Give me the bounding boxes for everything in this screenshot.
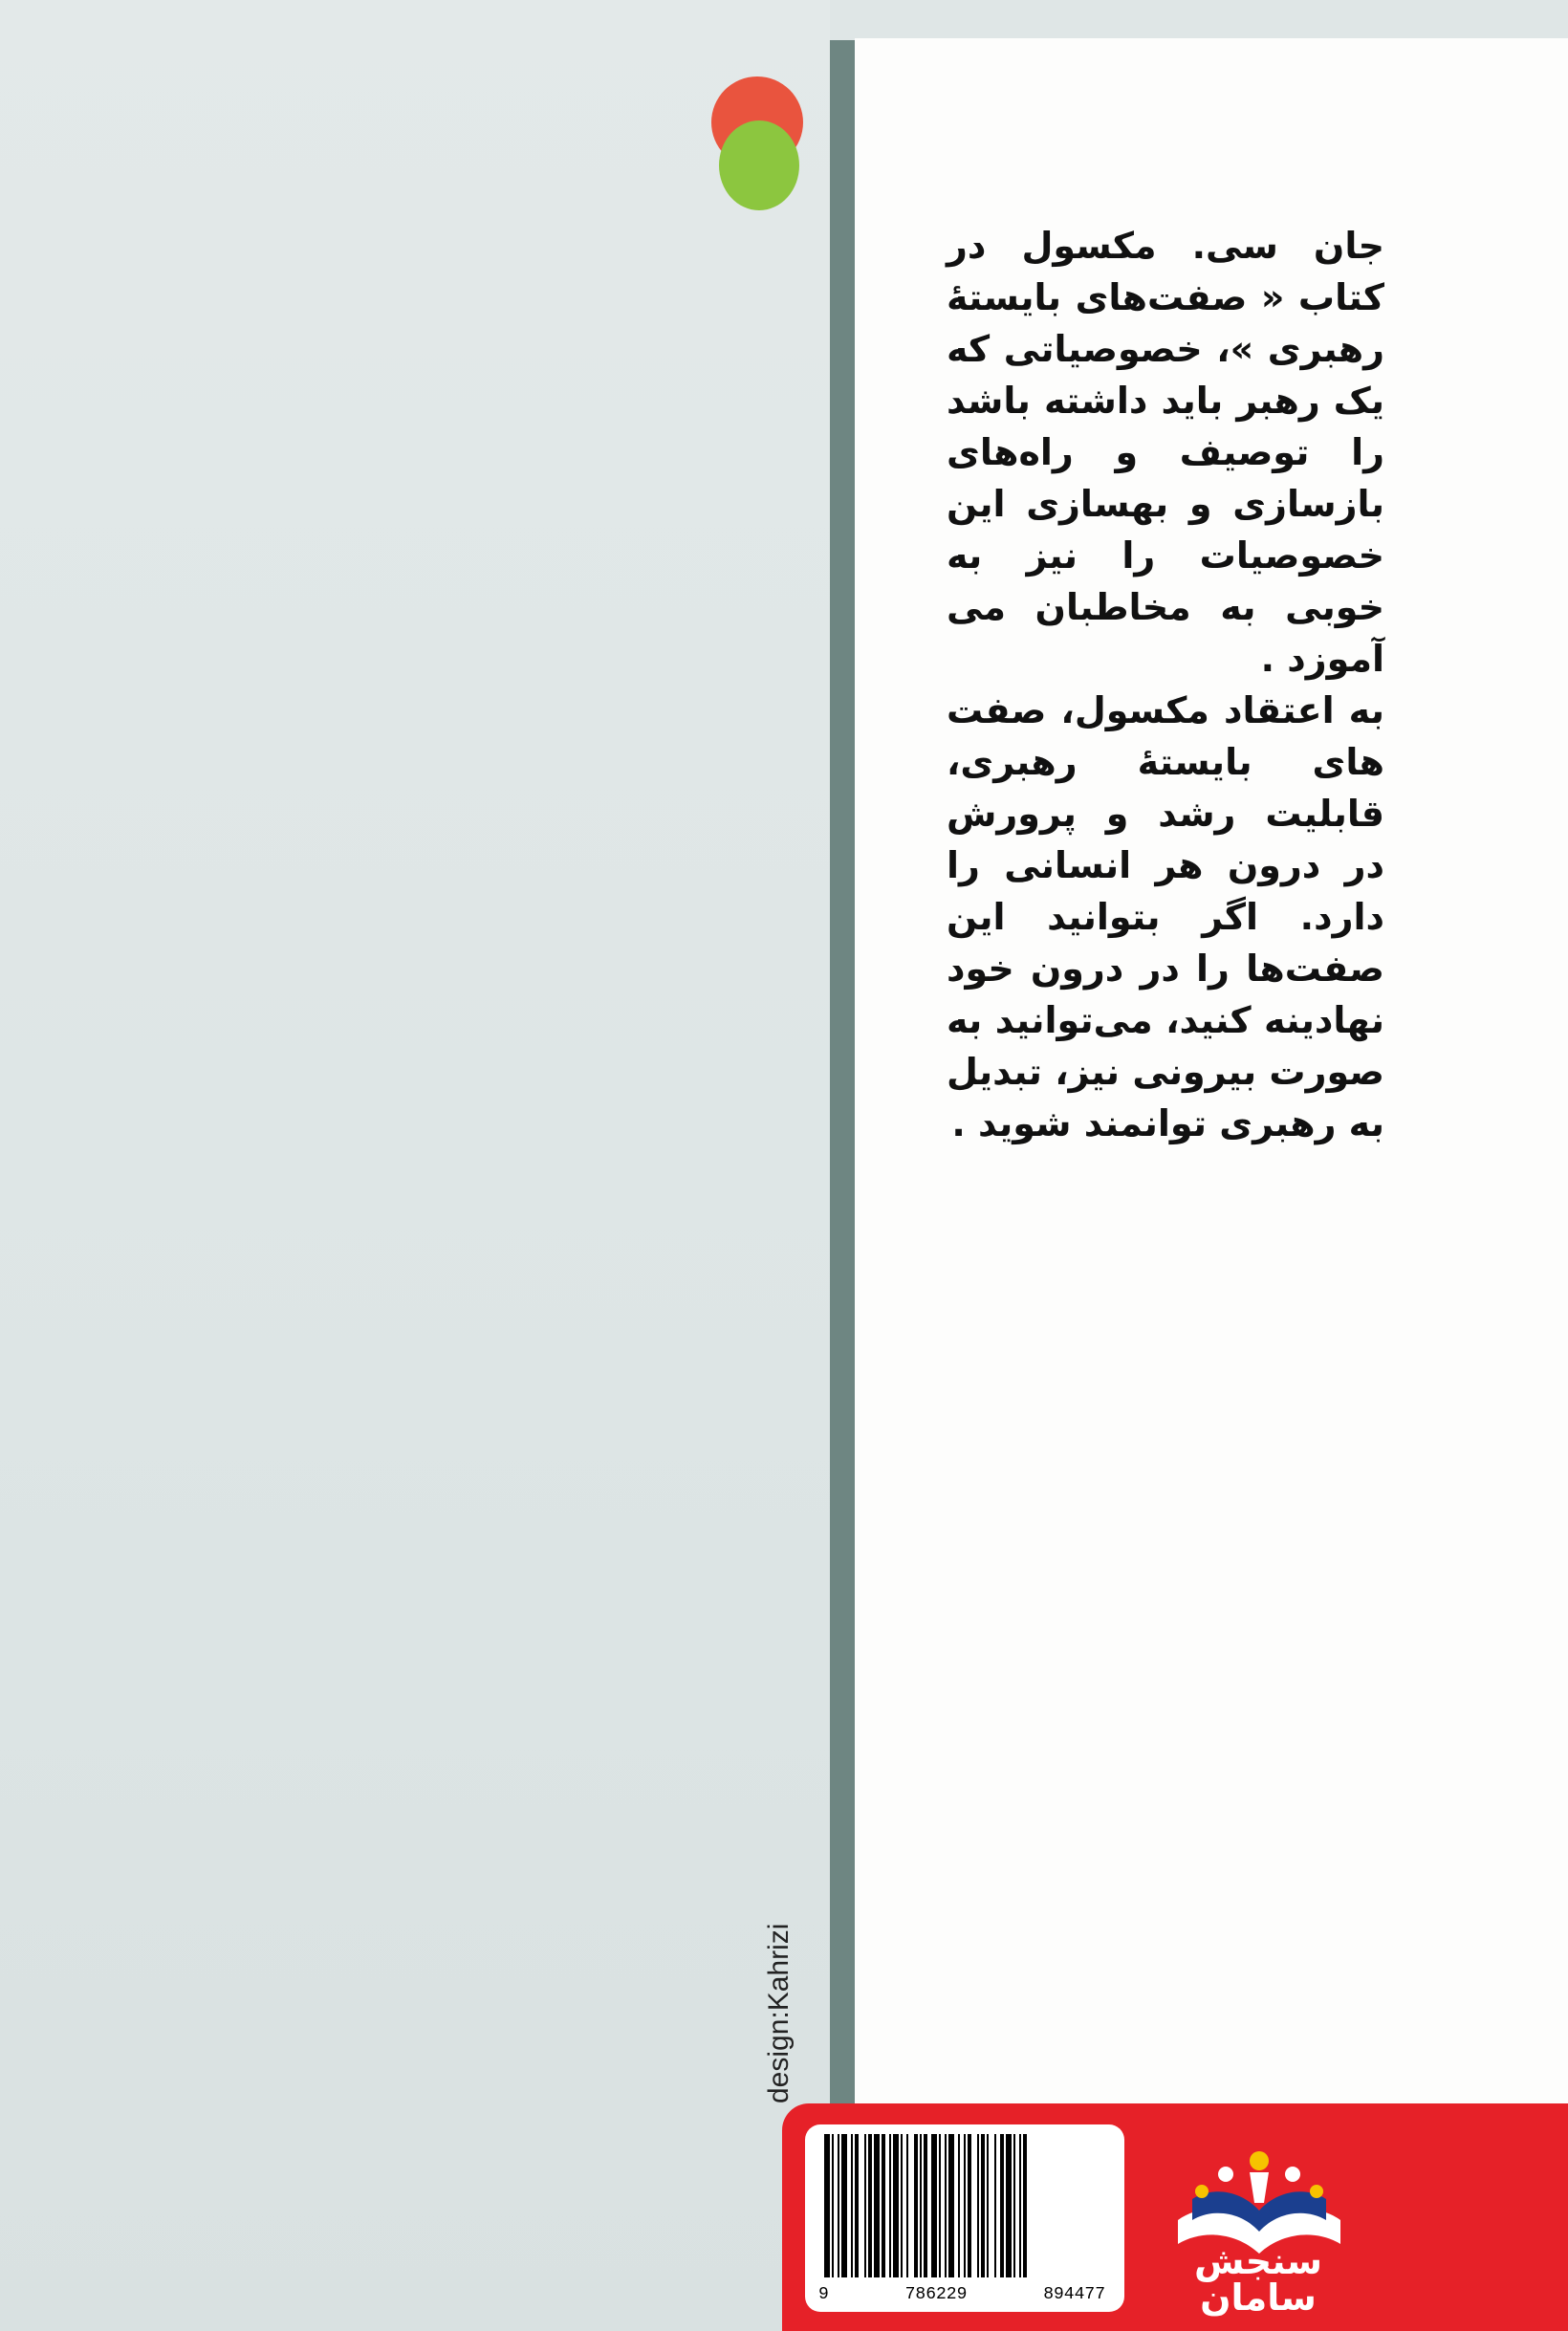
isbn-group-2: 894477 <box>1043 2285 1105 2304</box>
green-circle-decoration <box>719 120 799 210</box>
barcode <box>805 2124 1124 2312</box>
isbn-group-1: 786229 <box>904 2285 968 2304</box>
designer-credit: design:Kahrizi <box>763 1923 795 2103</box>
spine-divider-bar <box>830 40 855 2331</box>
blurb-paragraph-1: جان سی. مکسول در کتاب « صفت‌های بایستهٔ رهبری »، خصوصیاتی که یک رهبر باید داشته باشد را توصیف و راه‌های بازسازی و بهسازی این خصوصیات را نیز به خوبی به مخاطبان می آموزد . <box>947 225 1384 680</box>
isbn-prefix: 9 <box>818 2285 829 2304</box>
blurb-paragraph-2: به اعتقاد مکسول، صفت های بایستهٔ رهبری، قابلیت رشد و پرورش در درون هر انسانی را دارد. اگر بتوانید این صفت‌ها را در درون خود نهادینه کنید، می‌توانید به صورت بیرونی نیز، تبدیل به رهبری توانمند شوید . <box>947 689 1384 1144</box>
publisher-name <box>1172 2240 1344 2319</box>
barcode-bars <box>818 2134 1105 2283</box>
back-cover-blurb <box>947 220 1384 1149</box>
publisher-name-line2: سامان <box>1200 2277 1317 2319</box>
publisher-name-line1: سنجش <box>1194 2240 1322 2282</box>
isbn-number <box>818 2285 1105 2304</box>
